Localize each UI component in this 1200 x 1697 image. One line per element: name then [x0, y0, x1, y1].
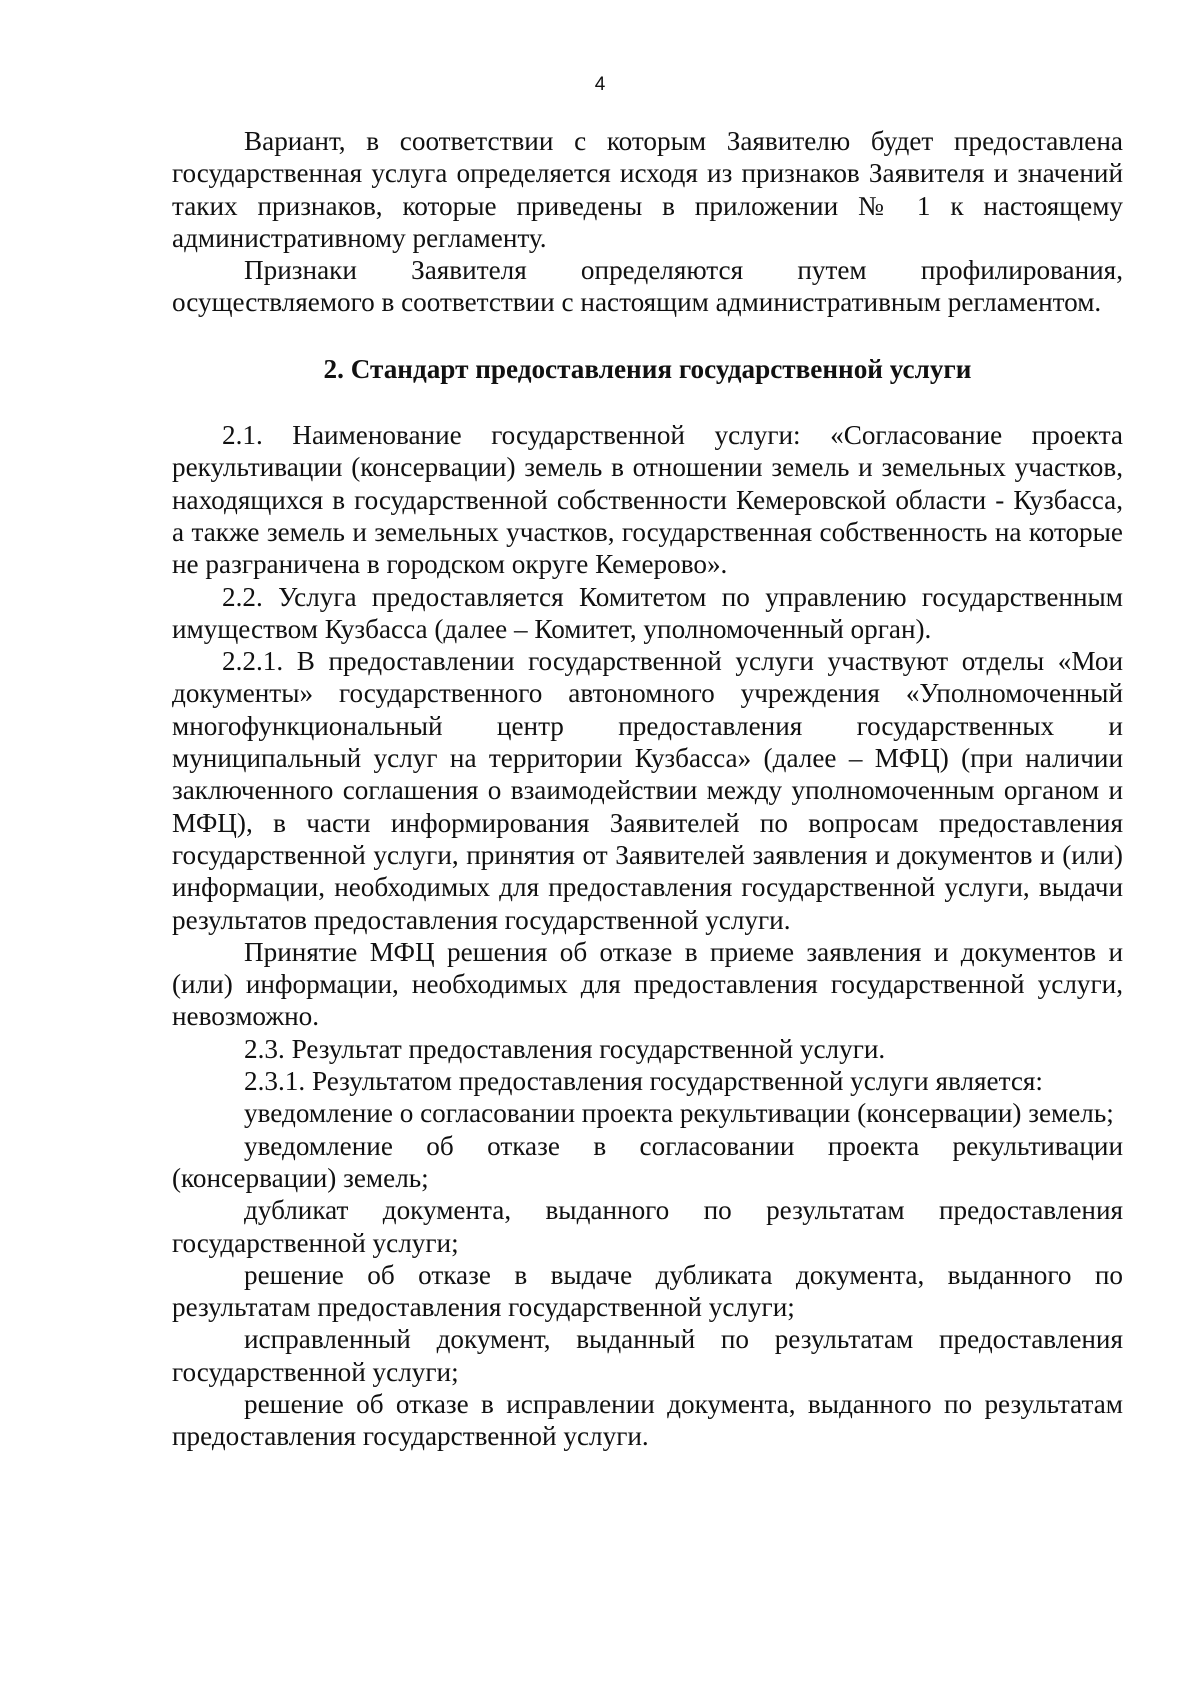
- page-content: [172, 125, 1123, 1453]
- section-paragraph: 2.3. Результат предоставления государственной услуги.: [244, 1033, 886, 1064]
- result-list-item: решение об отказе в исправлении документа, выданного по результатам предоставления государственной услуги.: [172, 1388, 1123, 1452]
- intro-paragraph: Признаки Заявителя определяются путем профилирования, осуществляемого в соответствии с настоящим административным регламентом.: [172, 255, 1123, 318]
- intro-paragraph: Вариант, в соответствии с которым Заявителю будет предоставлена государственная услуга определяется исходя из признаков Заявителя и значений таких признаков, которые приведены в приложении № 1 к настоящему административному регламенту.: [172, 126, 1123, 253]
- result-list-item: дубликат документа, выданного по результатам предоставления государственной услуги;: [172, 1195, 1123, 1258]
- section-paragraph: 2.2. Услуга предоставляется Комитетом по управлению государственным имуществом Кузбасса (далее – Комитет, уполномоченный орган).: [172, 581, 1123, 644]
- section-paragraph: 2.3.1. Результатом предоставления государственной услуги является:: [244, 1066, 1043, 1097]
- section-paragraph: Принятие МФЦ решения об отказе в приеме заявления и документов и (или) информации, необходимых для предоставления государственной услуги, невозможно.: [172, 936, 1123, 1032]
- result-list-item: исправленный документ, выданный по результатам предоставления государственной услуги;: [172, 1324, 1123, 1387]
- section-title: 2. Стандарт предоставления государственной услуги: [323, 353, 972, 384]
- page-number: 4: [594, 74, 606, 95]
- result-list-item: уведомление о согласовании проекта рекультивации (консервации) земель;: [244, 1098, 1114, 1129]
- result-list-item: уведомление об отказе в согласовании проекта рекультивации (консервации) земель;: [172, 1130, 1123, 1193]
- section-paragraph: 2.1. Наименование государственной услуги: «Согласование проекта рекультивации (консервации) земель в отношении земель и земельных участков, находящихся в государственной собственности Кемеровской области - Кузбасса, а также земель и земельных участков, государственная собственность на которые не разграничена в городском округе Кемерово».: [172, 420, 1123, 580]
- result-list-item: решение об отказе в выдаче дубликата документа, выданного по результатам предоставления государственной услуги;: [172, 1259, 1123, 1323]
- section-paragraph: 2.2.1. В предоставлении государственной услуги участвуют отделы «Мои документы» государственного автономного учреждения «Уполномоченный многофункциональный центр предоставления государственных и муниципальный услуг на территории Кузбасса» (далее – МФЦ) (при наличии заключенного соглашения о взаимодействии между уполномоченным органом и МФЦ), в части информирования Заявителей по вопросам предоставления государственной услуги, принятия от Заявителей заявления и документов и (или) информации, необходимых для предоставления государственной услуги, выдачи результатов предоставления государственной услуги.: [172, 646, 1123, 935]
